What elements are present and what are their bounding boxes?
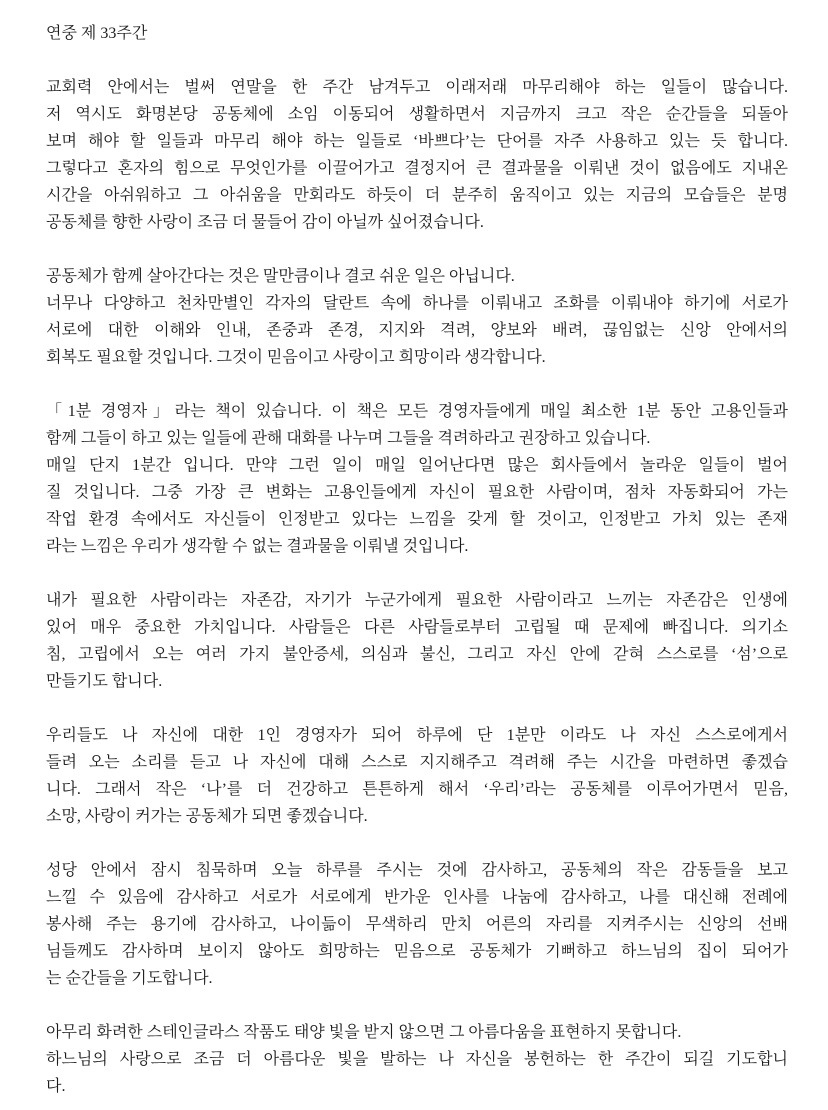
text-line: 우리들도 나 자신에 대한 1인 경영자가 되어 하루에 단 1분만 이라도 나 자신 스스로에게서 <box>46 727 788 744</box>
text-line: 교회력 안에서는 벌써 연말을 한 주간 남겨두고 이래저래 마무리해야 하는 일들이 많습니다. <box>46 79 788 96</box>
text-line: 시간을 아쉬워하고 그 아쉬움을 만회라도 하듯이 더 분주히 움직이고 있는 지금의 모습들은 분명 <box>46 187 788 204</box>
paragraph <box>46 263 788 371</box>
text-line: 하느님의 사랑으로 조금 더 아름다운 빛을 발하는 나 자신을 봉헌하는 한 주간이 되길 기도합니 <box>46 1051 788 1068</box>
text-line: 그렇다고 혼자의 힘으로 무엇인가를 이끌어가고 결정지어 큰 결과물을 이뤄낸 것이 없음에도 지내온 <box>46 160 788 177</box>
text-line: 봉사해 주는 용기에 감사하고, 나이듦이 무색하리 만치 어른의 자리를 지켜주시는 신앙의 선배 <box>46 916 788 933</box>
text-line: 느낄 수 있음에 감사하고 서로가 서로에게 반가운 인사를 나눔에 감사하고, 나를 대신해 전례에 <box>46 889 788 906</box>
text-line: 질 것입니다. 그중 가장 큰 변화는 고용인들에게 자신이 필요한 사람이며, 점차 자동화되어 가는 <box>46 484 788 501</box>
text-line: 공동체가 함께 살아간다는 것은 말만큼이나 결코 쉬운 일은 아닙니다. <box>46 268 515 285</box>
text-line: 라는 느낌은 우리가 생각할 수 없는 결과물을 이뤄낼 것입니다. <box>46 538 469 555</box>
paragraph <box>46 398 788 560</box>
text-line: 성당 안에서 잠시 침묵하며 오늘 하루를 주시는 것에 감사하고, 공동체의 작은 감동들을 보고 <box>46 862 788 879</box>
paragraph <box>46 722 788 830</box>
text-line: 님들께도 감사하며 보이지 않아도 희망하는 믿음으로 공동체가 기뻐하고 하느님의 집이 되어가 <box>46 943 788 960</box>
text-line: 공동체를 향한 사랑이 조금 더 물들어 감이 아닐까 싶어졌습니다. <box>46 214 484 231</box>
text-line: 함께 그들이 하고 있는 일들에 관해 대화를 나누며 그들을 격려하라고 권장하고 있습니다. <box>46 430 651 447</box>
text-line: 있어 매우 중요한 가치입니다. 사람들은 다른 사람들로부터 고립될 때 문제에 빠집니다. 의기소 <box>46 619 788 636</box>
text-line: 내가 필요한 사람이라는 자존감, 자기가 누군가에게 필요한 사람이라고 느끼는 자존감은 인생에 <box>46 592 788 609</box>
text-line: 서로에 대한 이해와 인내, 존중과 존경, 지지와 격려, 양보와 배려, 끊임없는 신앙 안에서의 <box>46 322 788 339</box>
paragraph <box>46 1019 788 1100</box>
text-line: 너무나 다양하고 천차만별인 각자의 달란트 속에 하나를 이뤄내고 조화를 이뤄내야 하기에 서로가 <box>46 295 788 312</box>
text-line: 작업 환경 속에서도 자신들이 인정받고 있다는 느낌을 갖게 할 것이고, 인정받고 가치 있는 존재 <box>46 511 788 528</box>
document-body <box>46 74 788 1100</box>
text-line: 「1분 경영자」라는 책이 있습니다. 이 책은 모든 경영자들에게 매일 최소한 1분 동안 고용인들과 <box>46 403 788 420</box>
paragraph <box>46 587 788 695</box>
text-line: 매일 단지 1분간 입니다. 만약 그런 일이 매일 일어난다면 많은 회사들에서 놀라운 일들이 벌어 <box>46 457 788 474</box>
paragraph <box>46 857 788 992</box>
text-line: 아무리 화려한 스테인글라스 작품도 태양 빛을 받지 않으면 그 아름다움을 표현하지 못합니다. <box>46 1024 682 1041</box>
document-title: 연중 제 33주간 <box>46 25 148 42</box>
text-line: 는 순간들을 기도합니다. <box>46 970 213 987</box>
text-line: 침, 고립에서 오는 여러 가지 불안증세, 의심과 불신, 그리고 자신 안에 갇혀 스스로를 ‘섬’으로 <box>46 646 788 663</box>
paragraph <box>46 74 788 236</box>
text-line: 들려 오는 소리를 듣고 나 자신에 대해 스스로 지지해주고 격려해 주는 시간을 마련하면 좋겠습 <box>46 754 788 771</box>
text-line: 니다. 그래서 작은 ‘나’를 더 건강하고 튼튼하게 해서 ‘우리’라는 공동체를 이루어가면서 믿음, <box>46 781 788 798</box>
text-line: 만들기도 합니다. <box>46 673 163 690</box>
text-line: 보며 해야 할 일들과 마무리 해야 하는 일들로 ‘바쁘다’는 단어를 자주 사용하고 있는 듯 합니다. <box>46 133 788 150</box>
text-line: 소망, 사랑이 커가는 공동체가 되면 좋겠습니다. <box>46 808 368 825</box>
text-line: 다. <box>46 1078 66 1095</box>
text-line: 회복도 필요할 것입니다. 그것이 믿음이고 사랑이고 희망이라 생각합니다. <box>46 349 546 366</box>
text-line: 저 역시도 화명본당 공동체에 소임 이동되어 생활하면서 지금까지 크고 작은 순간들을 되돌아 <box>46 106 788 123</box>
